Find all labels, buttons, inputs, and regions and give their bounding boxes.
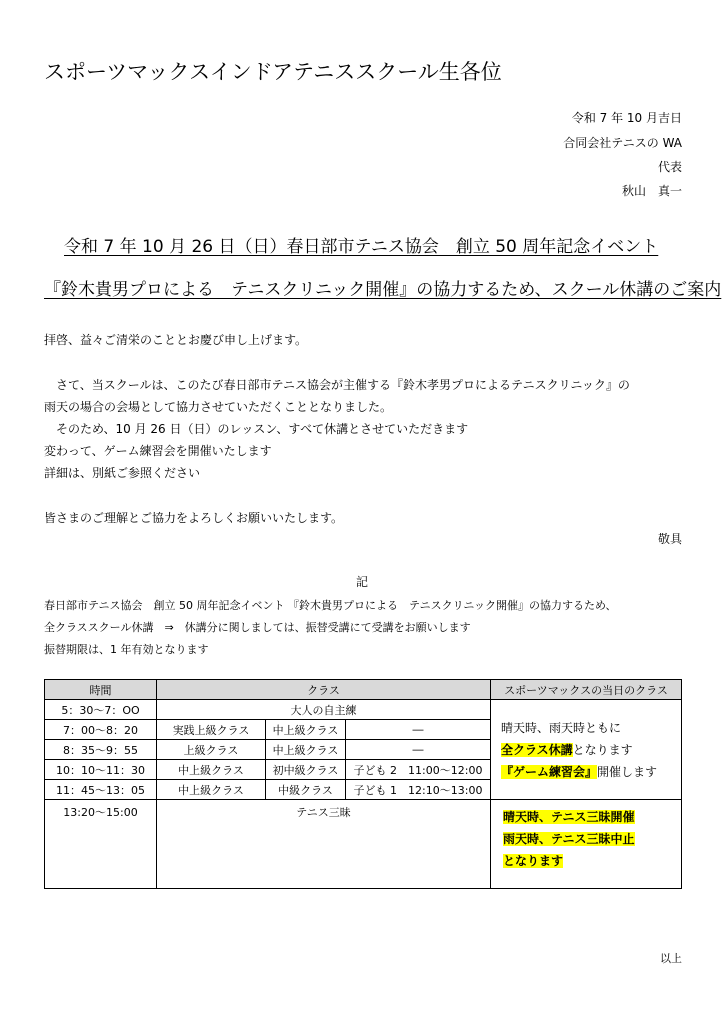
addressee: スポーツマックスインドアテニススクール生各位: [44, 60, 502, 84]
ki-line-2: 全クラススクール休講 ⇒ 休講分に関しましては、振替受講にて受講をお願いします: [44, 621, 471, 634]
note-a-line-3-rest: 開催します: [597, 764, 658, 779]
row-class-2: 中級クラス: [266, 780, 346, 800]
note-a-highlight-1: 全クラス休講: [501, 742, 573, 757]
sender-role: 代表: [657, 160, 682, 174]
note-a-line-3: [501, 761, 671, 783]
closing: 皆さまのご理解とご協力をよろしくお願いいたします。: [44, 511, 344, 525]
row-class-3: 子ども 1 12:10～13:00: [346, 780, 491, 800]
note-a-highlight-2: 『ゲーム練習会』: [501, 764, 598, 779]
header-sportsmax: スポーツマックスの当日のクラス: [491, 680, 682, 700]
ki-line-1: 春日部市テニス協会 創立 50 周年記念イベント 『鈴木貴男プロによる テニスクリニック開催』の協力するため、: [44, 599, 617, 612]
row-class-3: 子ども 2 11:00～12:00: [346, 760, 491, 780]
row-class-3: ―: [346, 720, 491, 740]
body-paragraph-2: 雨天の場合の会場として協力させていただくこととなりました。: [44, 400, 393, 414]
row-class-1: 中上級クラス: [157, 760, 266, 780]
title-line-2: 『鈴木貴男プロによる テニスクリニック開催』の協力するため、スクール休講のご案内: [44, 280, 722, 300]
note-b-line-1: 晴天時、テニス三昧開催: [503, 810, 635, 824]
row-class: 大人の自主練: [157, 700, 491, 720]
table-header-row: [45, 680, 682, 700]
note-b-line-2: 雨天時、テニス三昧中止: [503, 832, 635, 846]
header-class: クラス: [157, 680, 491, 700]
row-time: 5：30～7：OO: [45, 700, 157, 720]
row-class: テニス三昧: [157, 800, 491, 889]
sender-date: 令和 7 年 10 月吉日: [571, 111, 682, 125]
row-time: 13:20～15:00: [45, 800, 157, 889]
body-paragraph-4: 変わって、ゲーム練習会を開催いたします: [44, 444, 272, 458]
note-a-line-2-rest: となります: [572, 742, 633, 757]
body-paragraph-5: 詳細は、別紙ご参照ください: [44, 466, 201, 480]
header-time: 時間: [45, 680, 157, 700]
ki-line-3: 振替期限は、1 年有効となります: [44, 643, 209, 656]
sportsmax-note-b: [491, 800, 682, 889]
row-time: 11：45～13：05: [45, 780, 157, 800]
row-time: 10：10～11：30: [45, 760, 157, 780]
row-class-1: 中上級クラス: [157, 780, 266, 800]
sender-name: 秋山 真一: [621, 184, 682, 198]
row-class-1: 上級クラス: [157, 740, 266, 760]
row-class-2: 中上級クラス: [266, 720, 346, 740]
title-line-1: 令和 7 年 10 月 26 日（日）春日部市テニス協会 創立 50 周年記念イベント: [64, 237, 659, 257]
ki-heading: 記: [355, 575, 368, 589]
body-paragraph-1: さて、当スクールは、このたび春日部市テニス協会が主催する『鈴木孝男プロによるテニスクリニック』の: [44, 378, 630, 392]
footer-end: 以上: [660, 952, 682, 965]
sign-off: 敬具: [657, 532, 682, 546]
note-b-line-3: となります: [503, 854, 564, 868]
sender-company: 合同会社テニスの WA: [563, 136, 682, 150]
sportsmax-note-a: [491, 700, 682, 800]
note-a-line-1: 晴天時、雨天時ともに: [501, 720, 622, 735]
row-class-1: 実践上級クラス: [157, 720, 266, 740]
row-time: 7：00～8：20: [45, 720, 157, 740]
table-row: [45, 800, 682, 889]
schedule-table: [44, 679, 682, 889]
note-a-line-2: [501, 739, 671, 761]
table-row: [45, 700, 682, 720]
body-paragraph-3: そのため、10 月 26 日（日）のレッスン、すべて休講とさせていただきます: [44, 422, 469, 436]
row-class-3: ―: [346, 740, 491, 760]
row-class-2: 初中級クラス: [266, 760, 346, 780]
greeting: 拝啓、益々ご清栄のこととお慶び申し上げます。: [44, 333, 308, 347]
row-time: 8：35～9：55: [45, 740, 157, 760]
row-class-2: 中上級クラス: [266, 740, 346, 760]
